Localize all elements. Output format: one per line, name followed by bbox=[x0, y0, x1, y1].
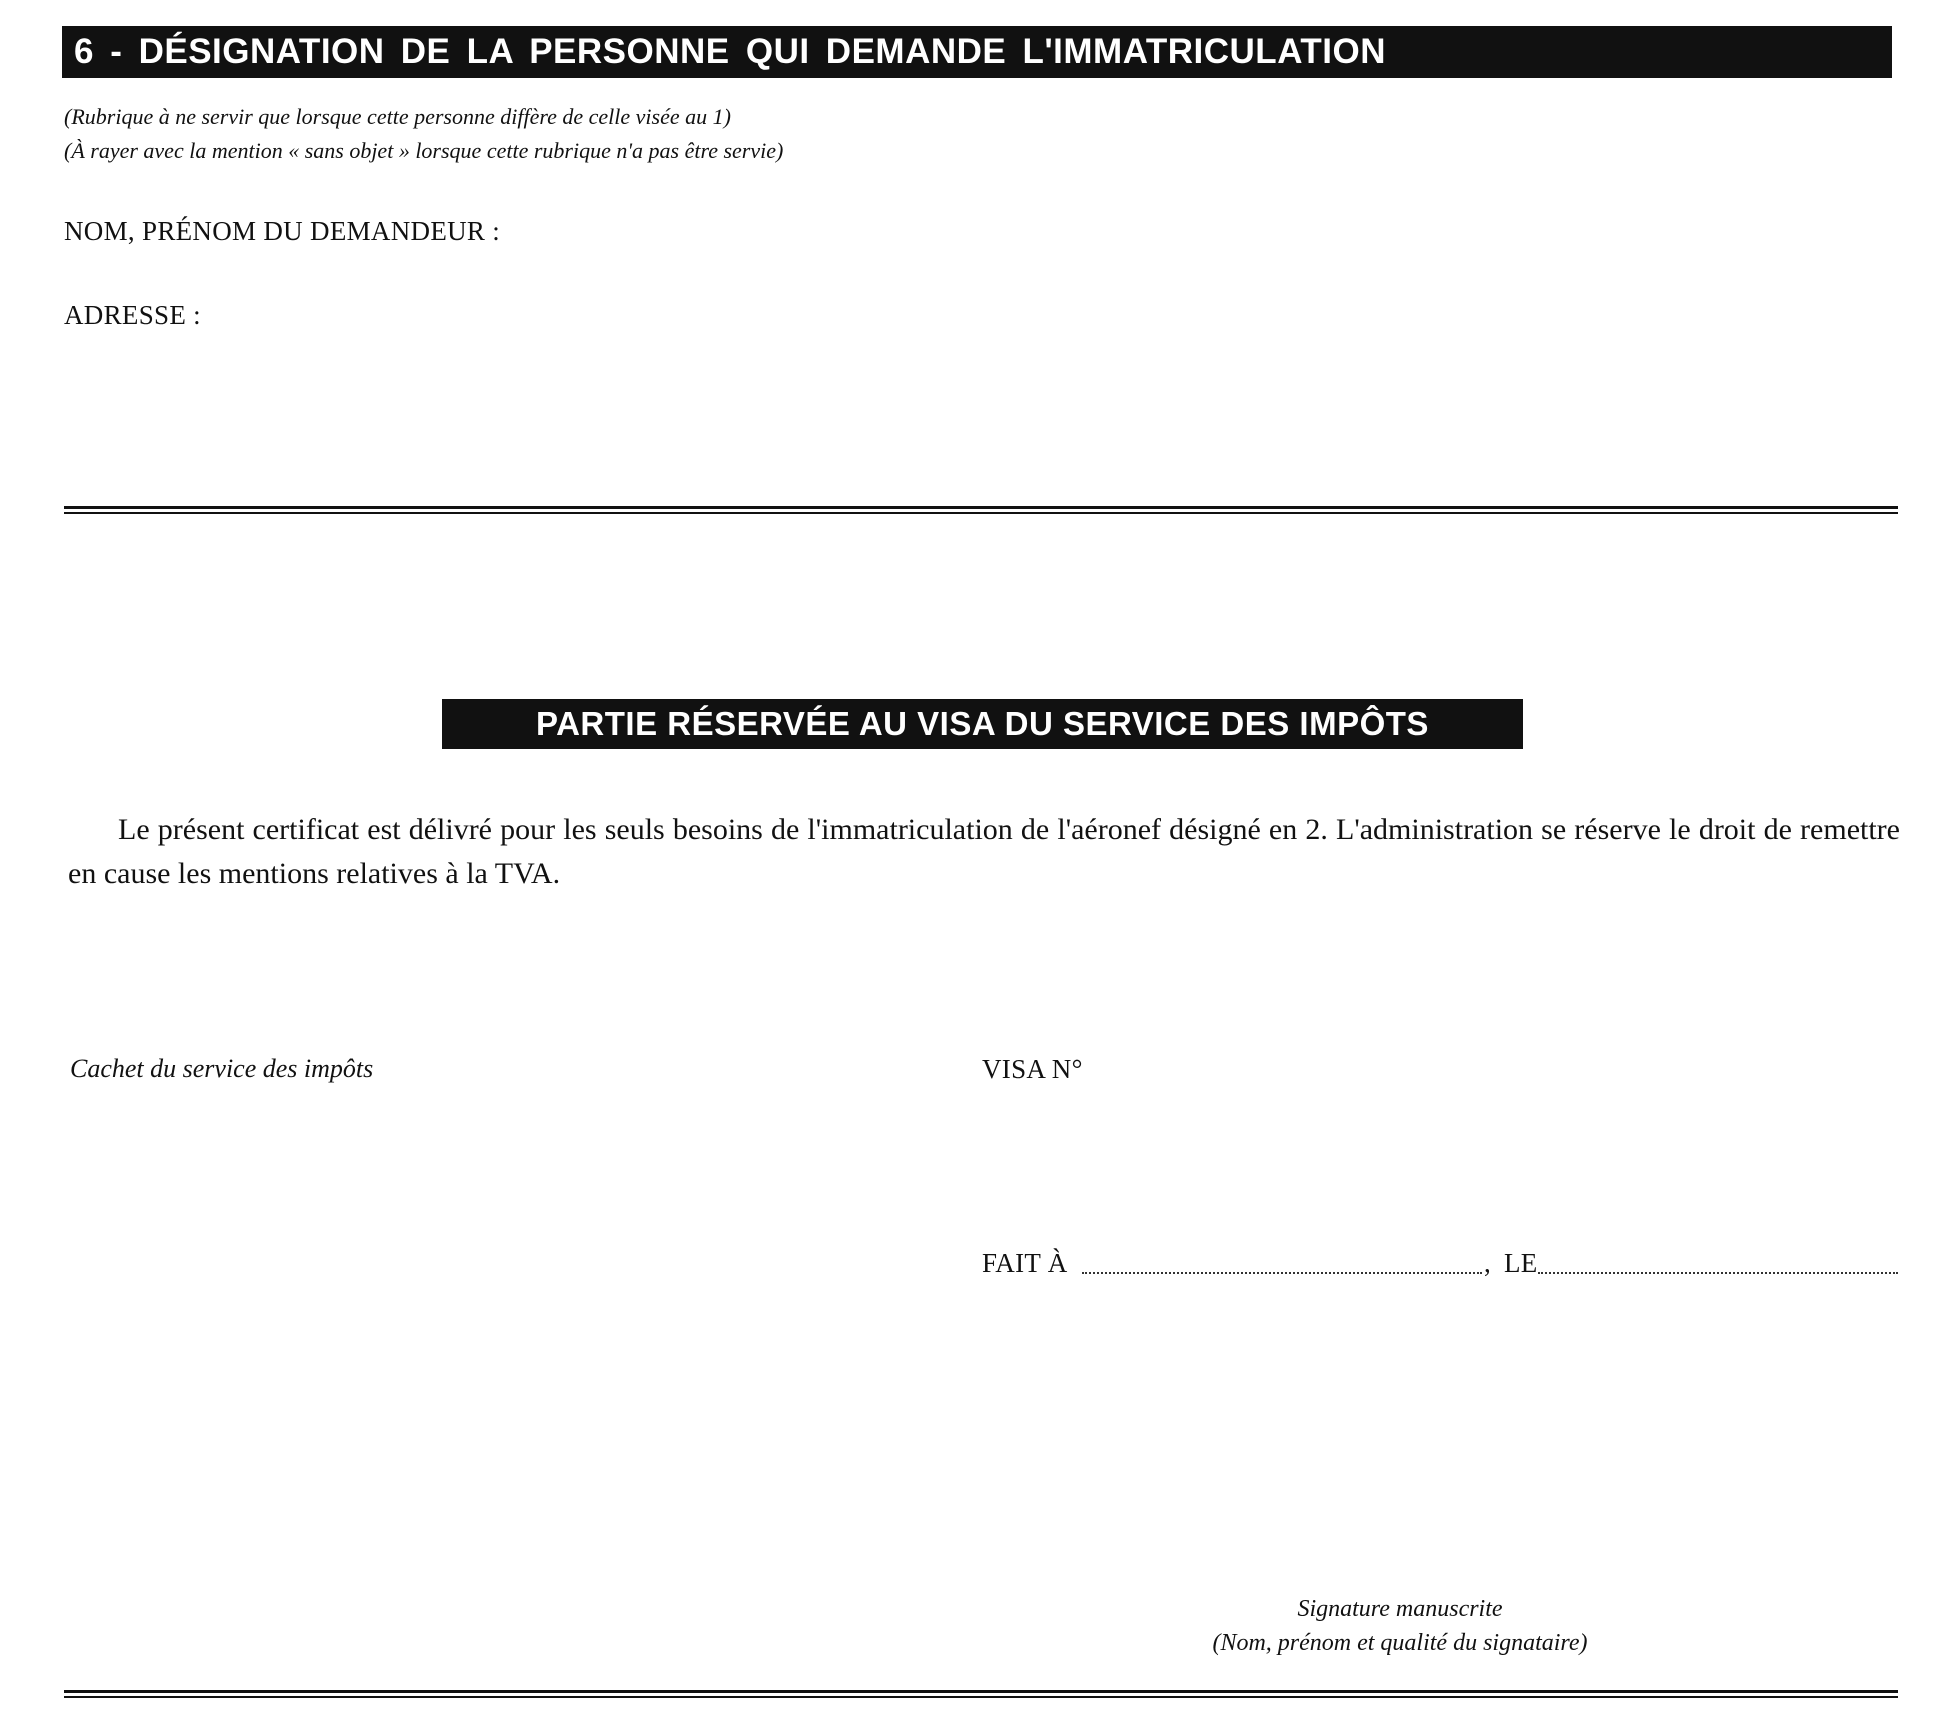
place-field[interactable] bbox=[1082, 1272, 1482, 1274]
section-divider-top bbox=[64, 506, 1898, 514]
visa-number-label: VISA N° bbox=[982, 1054, 1083, 1084]
section-divider-bottom bbox=[64, 1690, 1898, 1698]
signatory-details-label: (Nom, prénom et qualité du signataire) bbox=[1212, 1630, 1588, 1656]
tax-office-stamp-label: Cachet du service des impôts bbox=[70, 1054, 374, 1083]
visa-section-header: PARTIE RÉSERVÉE AU VISA DU SERVICE DES IMPÔTS bbox=[442, 699, 1523, 749]
fait-a-label: FAIT À bbox=[982, 1248, 1068, 1278]
certificate-paragraph: Le présent certificat est délivré pour les seuls besoins de l'immatriculation de l'aéronef désigné en 2. L'administration se réserve le droit de remettre en cause les mentions relatives à la TVA. bbox=[68, 813, 1900, 890]
applicant-address-label: ADRESSE : bbox=[64, 300, 201, 330]
section-6-header: 6 - DÉSIGNATION DE LA PERSONNE QUI DEMANDE L'IMMATRICULATION bbox=[62, 26, 1892, 78]
date-field[interactable] bbox=[1538, 1272, 1898, 1274]
section-6-note-1: (Rubrique à ne servir que lorsque cette personne diffère de celle visée au 1) bbox=[64, 104, 731, 129]
fait-comma: , bbox=[1484, 1248, 1492, 1278]
section-6-note-2: (À rayer avec la mention « sans objet » lorsque cette rubrique n'a pas être servie) bbox=[64, 138, 784, 163]
applicant-name-label: NOM, PRÉNOM DU DEMANDEUR : bbox=[64, 216, 501, 246]
signature-label: Signature manuscrite bbox=[1297, 1596, 1503, 1622]
date-label: LE bbox=[1504, 1248, 1538, 1278]
